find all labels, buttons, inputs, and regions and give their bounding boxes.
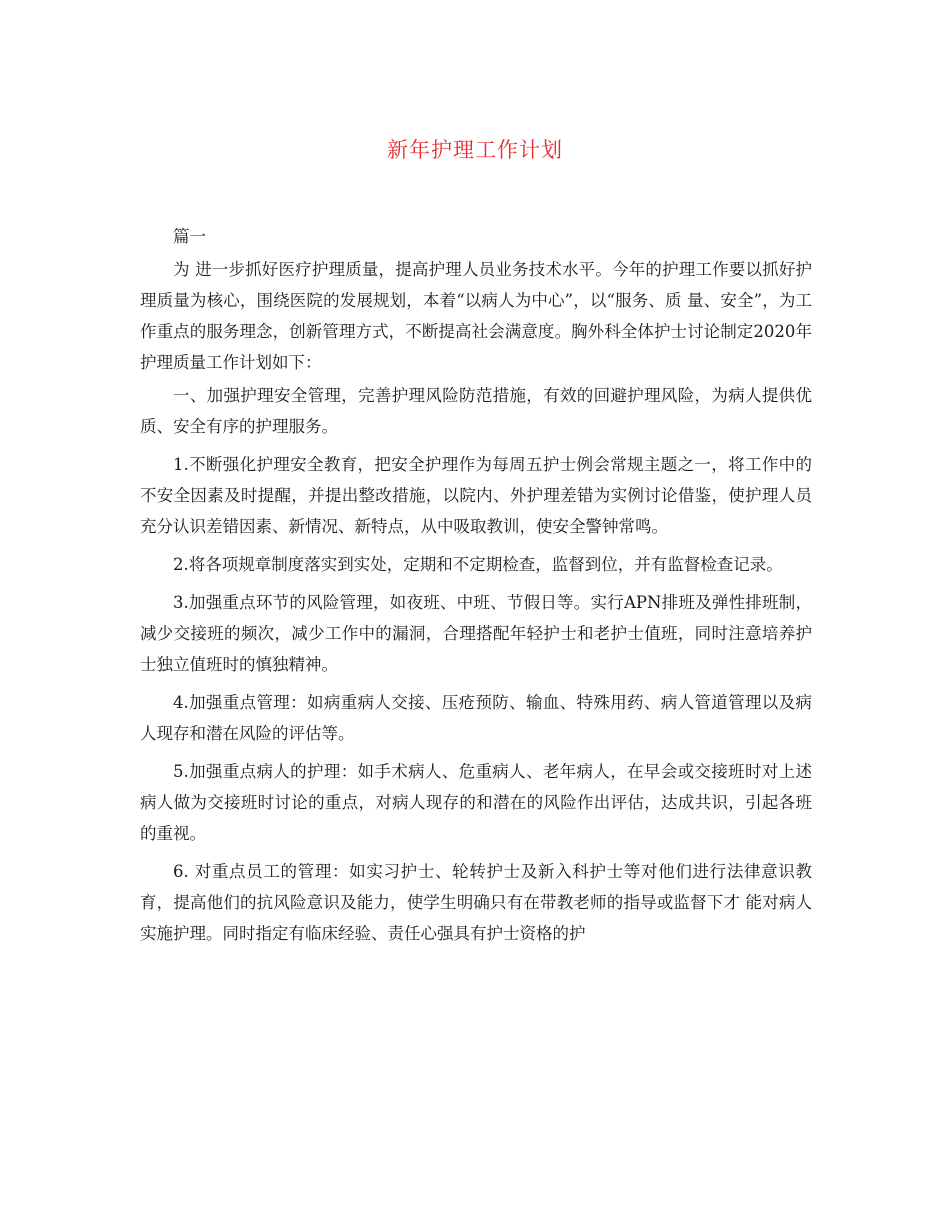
document-title: 新年护理工作计划: [387, 138, 563, 162]
list-item-2: 2.将各项规章制度落实到实处，定期和不定期检查，监督到位，并有监督检查记录。: [173, 555, 783, 574]
list-item-4: 4.加强重点管理：如病重病人交接、压疮预防、输血、特殊用药、病人管道管理以及病人现存和潜在风险的评估等。: [140, 693, 812, 743]
section-heading: 篇一: [173, 227, 206, 246]
list-item-1: 1.不断强化护理安全教育，把安全护理作为每周五护士例会常规主题之一，将工作中的不安全因素及时提醒，并提出整改措施，以院内、外护理差错为实例讨论借鉴，使护理人员充分认识差错因素、新情况、新特点，从中吸取教训，使安全警钟常鸣。: [140, 455, 812, 536]
intro-paragraph: 为 进一步抓好医疗护理质量，提高护理人员业务技术水平。今年的护理工作要以抓好护理质量为核心，围绕医院的发展规划，本着“以病人为中心”，以“服务、质 量、安全”，为工作重点的服务理念，创新管理方式，不断提高社会满意度。胸外科全体护士讨论制定2020年护理质量工作计划如下：: [140, 260, 812, 372]
document-body: [140, 221, 812, 956]
item-heading-1: 一、加强护理安全管理，完善护理风险防范措施，有效的回避护理风险，为病人提供优质、安全有序的护理服务。: [140, 386, 812, 436]
list-item-3: 3.加强重点环节的风险管理，如夜班、中班、节假日等。实行APN排班及弹性排班制，减少交接班的频次，减少工作中的漏洞，合理搭配年轻护士和老护士值班，同时注意培养护士独立值班时的慎独精神。: [140, 593, 812, 674]
list-item-6: 6. 对重点员工的管理：如实习护士、轮转护士及新入科护士等对他们进行法律意识教育，提高他们的抗风险意识及能力，使学生明确只有在带教老师的指导或监督下才 能对病人实施护理。同时指定有临床经验、责任心强具有护士资格的护: [140, 862, 812, 943]
list-item-5: 5.加强重点病人的护理：如手术病人、危重病人、老年病人，在早会或交接班时对上述病人做为交接班时讨论的重点，对病人现存的和潜在的风险作出评估，达成共识，引起各班的重视。: [140, 762, 812, 843]
